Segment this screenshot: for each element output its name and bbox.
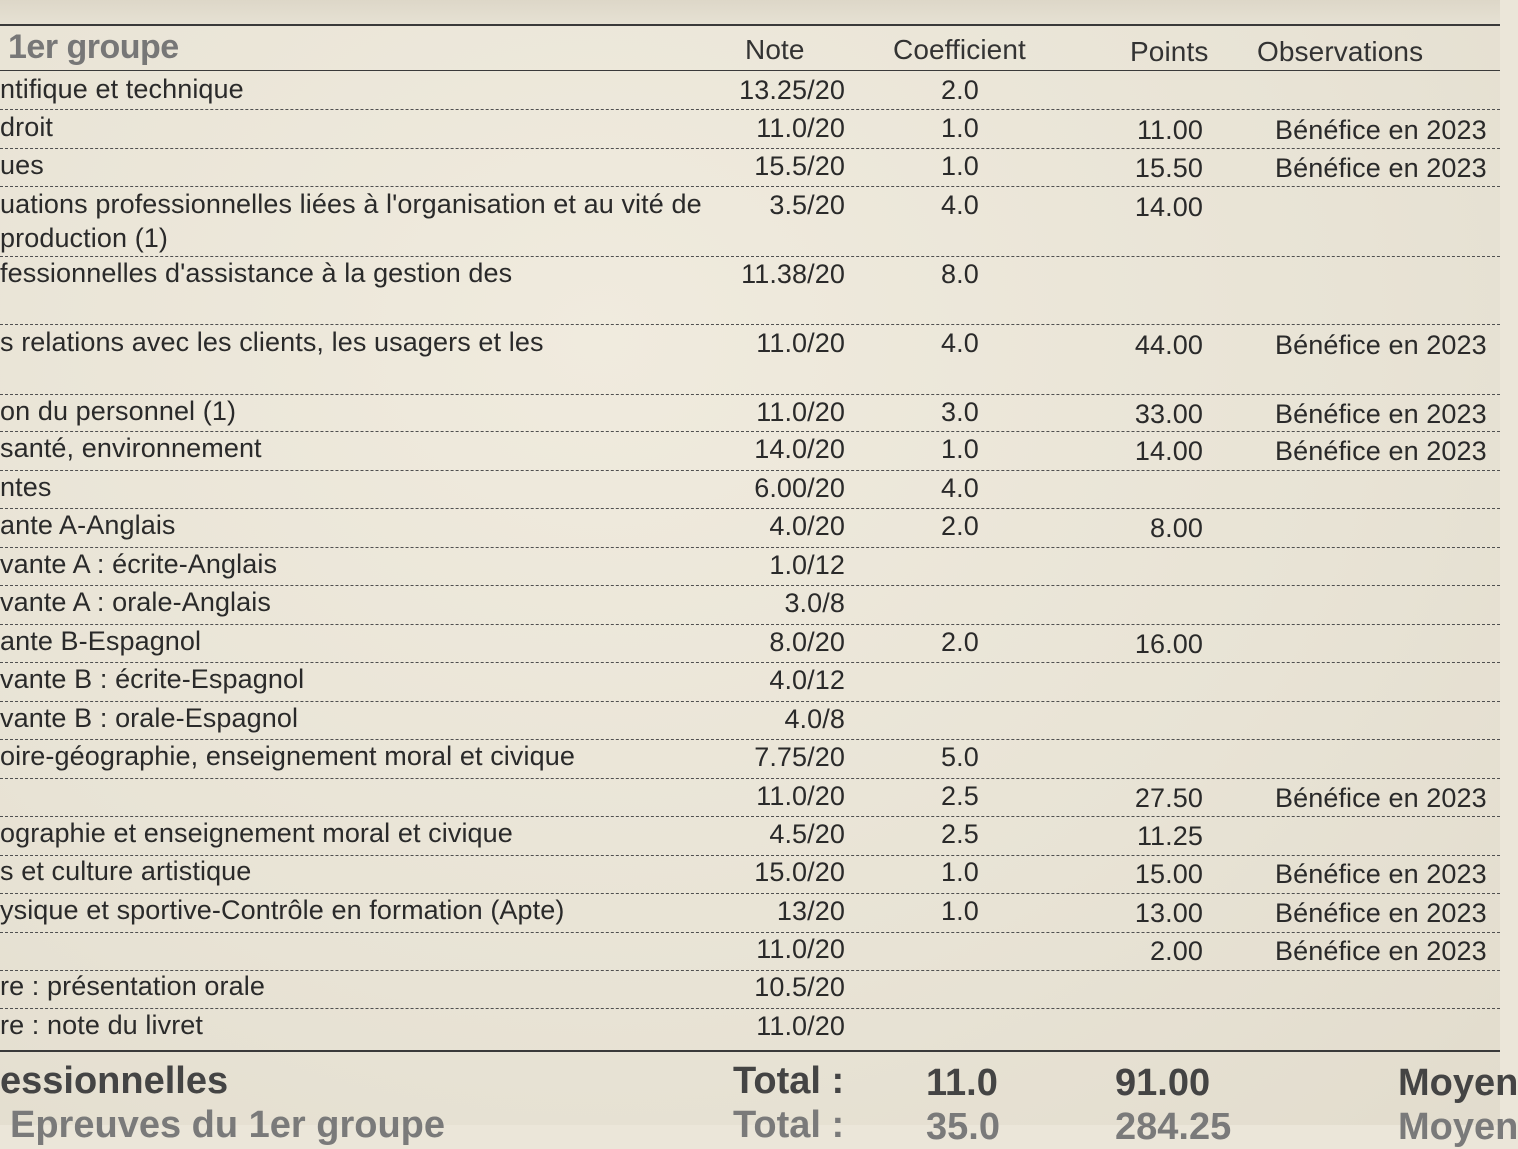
row-observation: Bénéfice en 2023 bbox=[1275, 153, 1487, 183]
row-label: ues bbox=[0, 150, 44, 180]
row-note: 11.0/20 bbox=[756, 113, 845, 143]
row-points: 11.00 bbox=[1136, 115, 1203, 145]
header-observations: Observations bbox=[1257, 36, 1424, 67]
row-note: 11.0/20 bbox=[756, 1011, 845, 1041]
row-label: ntes bbox=[0, 472, 52, 502]
row-note: 8.0/20 bbox=[769, 627, 845, 657]
row-label: ographie et enseignement moral et civique bbox=[0, 818, 513, 848]
row-note: 1.0/12 bbox=[769, 550, 845, 580]
row-coefficient: 1.0 bbox=[941, 857, 979, 887]
row-coefficient: 2.0 bbox=[941, 511, 979, 541]
row-label: re : présentation orale bbox=[0, 971, 265, 1001]
total-coefficient: 11.0 bbox=[926, 1062, 998, 1104]
row-note: 14.0/20 bbox=[754, 434, 845, 464]
row-coefficient: 3.0 bbox=[941, 397, 979, 427]
row-label: fessionnelles d'assistance à la gestion des bbox=[0, 258, 513, 288]
header-points: Points bbox=[1130, 36, 1209, 67]
row-label: s et culture artistique bbox=[0, 856, 252, 886]
row-points: 14.00 bbox=[1134, 192, 1203, 222]
row-note: 3.0/8 bbox=[784, 588, 845, 618]
row-observation: Bénéfice en 2023 bbox=[1275, 330, 1487, 360]
row-points: 15.50 bbox=[1134, 153, 1203, 183]
top-band bbox=[0, 0, 1500, 24]
total-label: Epreuves du 1er groupe bbox=[10, 1104, 446, 1146]
row-label: droit bbox=[0, 112, 54, 142]
row-points: 8.00 bbox=[1150, 513, 1203, 543]
row-coefficient: 2.5 bbox=[941, 819, 979, 849]
rule bbox=[0, 1050, 1500, 1052]
total-points: 91.00 bbox=[1115, 1062, 1211, 1104]
row-note: 11.0/20 bbox=[756, 934, 845, 964]
row-note: 13.25/20 bbox=[739, 75, 845, 105]
row-points: 27.50 bbox=[1134, 783, 1203, 813]
row-label: uations professionnelles liées à l'organisation et au vité de production (1) bbox=[0, 189, 702, 253]
row-points: 13.00 bbox=[1134, 898, 1203, 928]
rule bbox=[0, 932, 1500, 933]
row-note: 15.5/20 bbox=[754, 151, 845, 181]
row-points: 11.25 bbox=[1136, 821, 1203, 851]
row-coefficient: 8.0 bbox=[941, 259, 979, 289]
row-label: ante A-Anglais bbox=[0, 510, 176, 540]
total-caption: Total : bbox=[733, 1104, 845, 1146]
row-coefficient: 5.0 bbox=[941, 742, 979, 772]
row-note: 4.0/12 bbox=[769, 665, 845, 695]
row-note: 15.0/20 bbox=[754, 857, 845, 887]
row-observation: Bénéfice en 2023 bbox=[1275, 859, 1487, 889]
row-observation: Bénéfice en 2023 bbox=[1275, 115, 1487, 145]
row-observation: Bénéfice en 2023 bbox=[1275, 783, 1487, 813]
row-coefficient: 4.0 bbox=[941, 328, 979, 358]
row-coefficient: 1.0 bbox=[941, 896, 979, 926]
row-points: 15.00 bbox=[1134, 859, 1203, 889]
row-note: 4.0/20 bbox=[769, 511, 845, 541]
row-note: 13/20 bbox=[776, 896, 845, 926]
row-note: 11.0/20 bbox=[756, 328, 845, 358]
row-observation: Bénéfice en 2023 bbox=[1275, 898, 1487, 928]
row-label: ntifique et technique bbox=[0, 74, 244, 104]
row-label: ysique et sportive-Contrôle en formation (Apte) bbox=[0, 895, 565, 925]
rule bbox=[0, 778, 1500, 779]
row-observation: Bénéfice en 2023 bbox=[1275, 399, 1487, 429]
row-label: vante A : écrite-Anglais bbox=[0, 549, 278, 579]
row-observation: Bénéfice en 2023 bbox=[1275, 936, 1487, 966]
row-note: 10.5/20 bbox=[754, 972, 845, 1002]
total-caption: Total : bbox=[733, 1060, 845, 1102]
row-coefficient: 2.5 bbox=[941, 781, 979, 811]
row-label: s relations avec les clients, les usagers et les bbox=[0, 327, 544, 357]
row-note: 4.5/20 bbox=[769, 819, 845, 849]
row-label: ante B-Espagnol bbox=[0, 626, 202, 656]
row-points: 2.00 bbox=[1150, 936, 1203, 966]
row-coefficient: 1.0 bbox=[941, 434, 979, 464]
total-average-label: Moyen bbox=[1398, 1106, 1518, 1148]
row-note: 11.0/20 bbox=[756, 781, 845, 811]
rule bbox=[0, 24, 1500, 26]
total-label: essionnelles bbox=[0, 1060, 229, 1102]
row-label: vante B : écrite-Espagnol bbox=[0, 664, 305, 694]
row-coefficient: 4.0 bbox=[941, 190, 979, 220]
row-coefficient: 1.0 bbox=[941, 151, 979, 181]
row-note: 4.0/8 bbox=[784, 704, 845, 734]
header-note: Note bbox=[745, 34, 805, 65]
row-note: 11.0/20 bbox=[756, 397, 845, 427]
rule bbox=[0, 70, 1500, 71]
row-label: vante B : orale-Espagnol bbox=[0, 703, 299, 733]
row-coefficient: 1.0 bbox=[941, 113, 979, 143]
row-label: on du personnel (1) bbox=[0, 396, 237, 426]
row-note: 11.38/20 bbox=[741, 259, 845, 289]
row-points: 14.00 bbox=[1134, 436, 1203, 466]
row-coefficient: 2.0 bbox=[941, 75, 979, 105]
header-coefficient: Coefficient bbox=[893, 34, 1026, 65]
row-label: santé, environnement bbox=[0, 433, 262, 463]
total-points: 284.25 bbox=[1115, 1106, 1232, 1148]
group-title: 1er groupe bbox=[8, 28, 179, 66]
total-coefficient: 35.0 bbox=[926, 1106, 1000, 1148]
row-points: 44.00 bbox=[1134, 330, 1203, 360]
row-coefficient: 2.0 bbox=[941, 627, 979, 657]
row-points: 16.00 bbox=[1134, 629, 1203, 659]
row-label: re : note du livret bbox=[0, 1010, 204, 1040]
row-note: 6.00/20 bbox=[754, 473, 845, 503]
row-observation: Bénéfice en 2023 bbox=[1275, 436, 1487, 466]
row-note: 3.5/20 bbox=[769, 190, 845, 220]
total-average-label: Moyen bbox=[1398, 1062, 1518, 1104]
row-label: oire-géographie, enseignement moral et civique bbox=[0, 741, 575, 771]
row-points: 33.00 bbox=[1134, 399, 1203, 429]
row-note: 7.75/20 bbox=[754, 742, 845, 772]
row-label: vante A : orale-Anglais bbox=[0, 587, 271, 617]
row-coefficient: 4.0 bbox=[941, 473, 979, 503]
